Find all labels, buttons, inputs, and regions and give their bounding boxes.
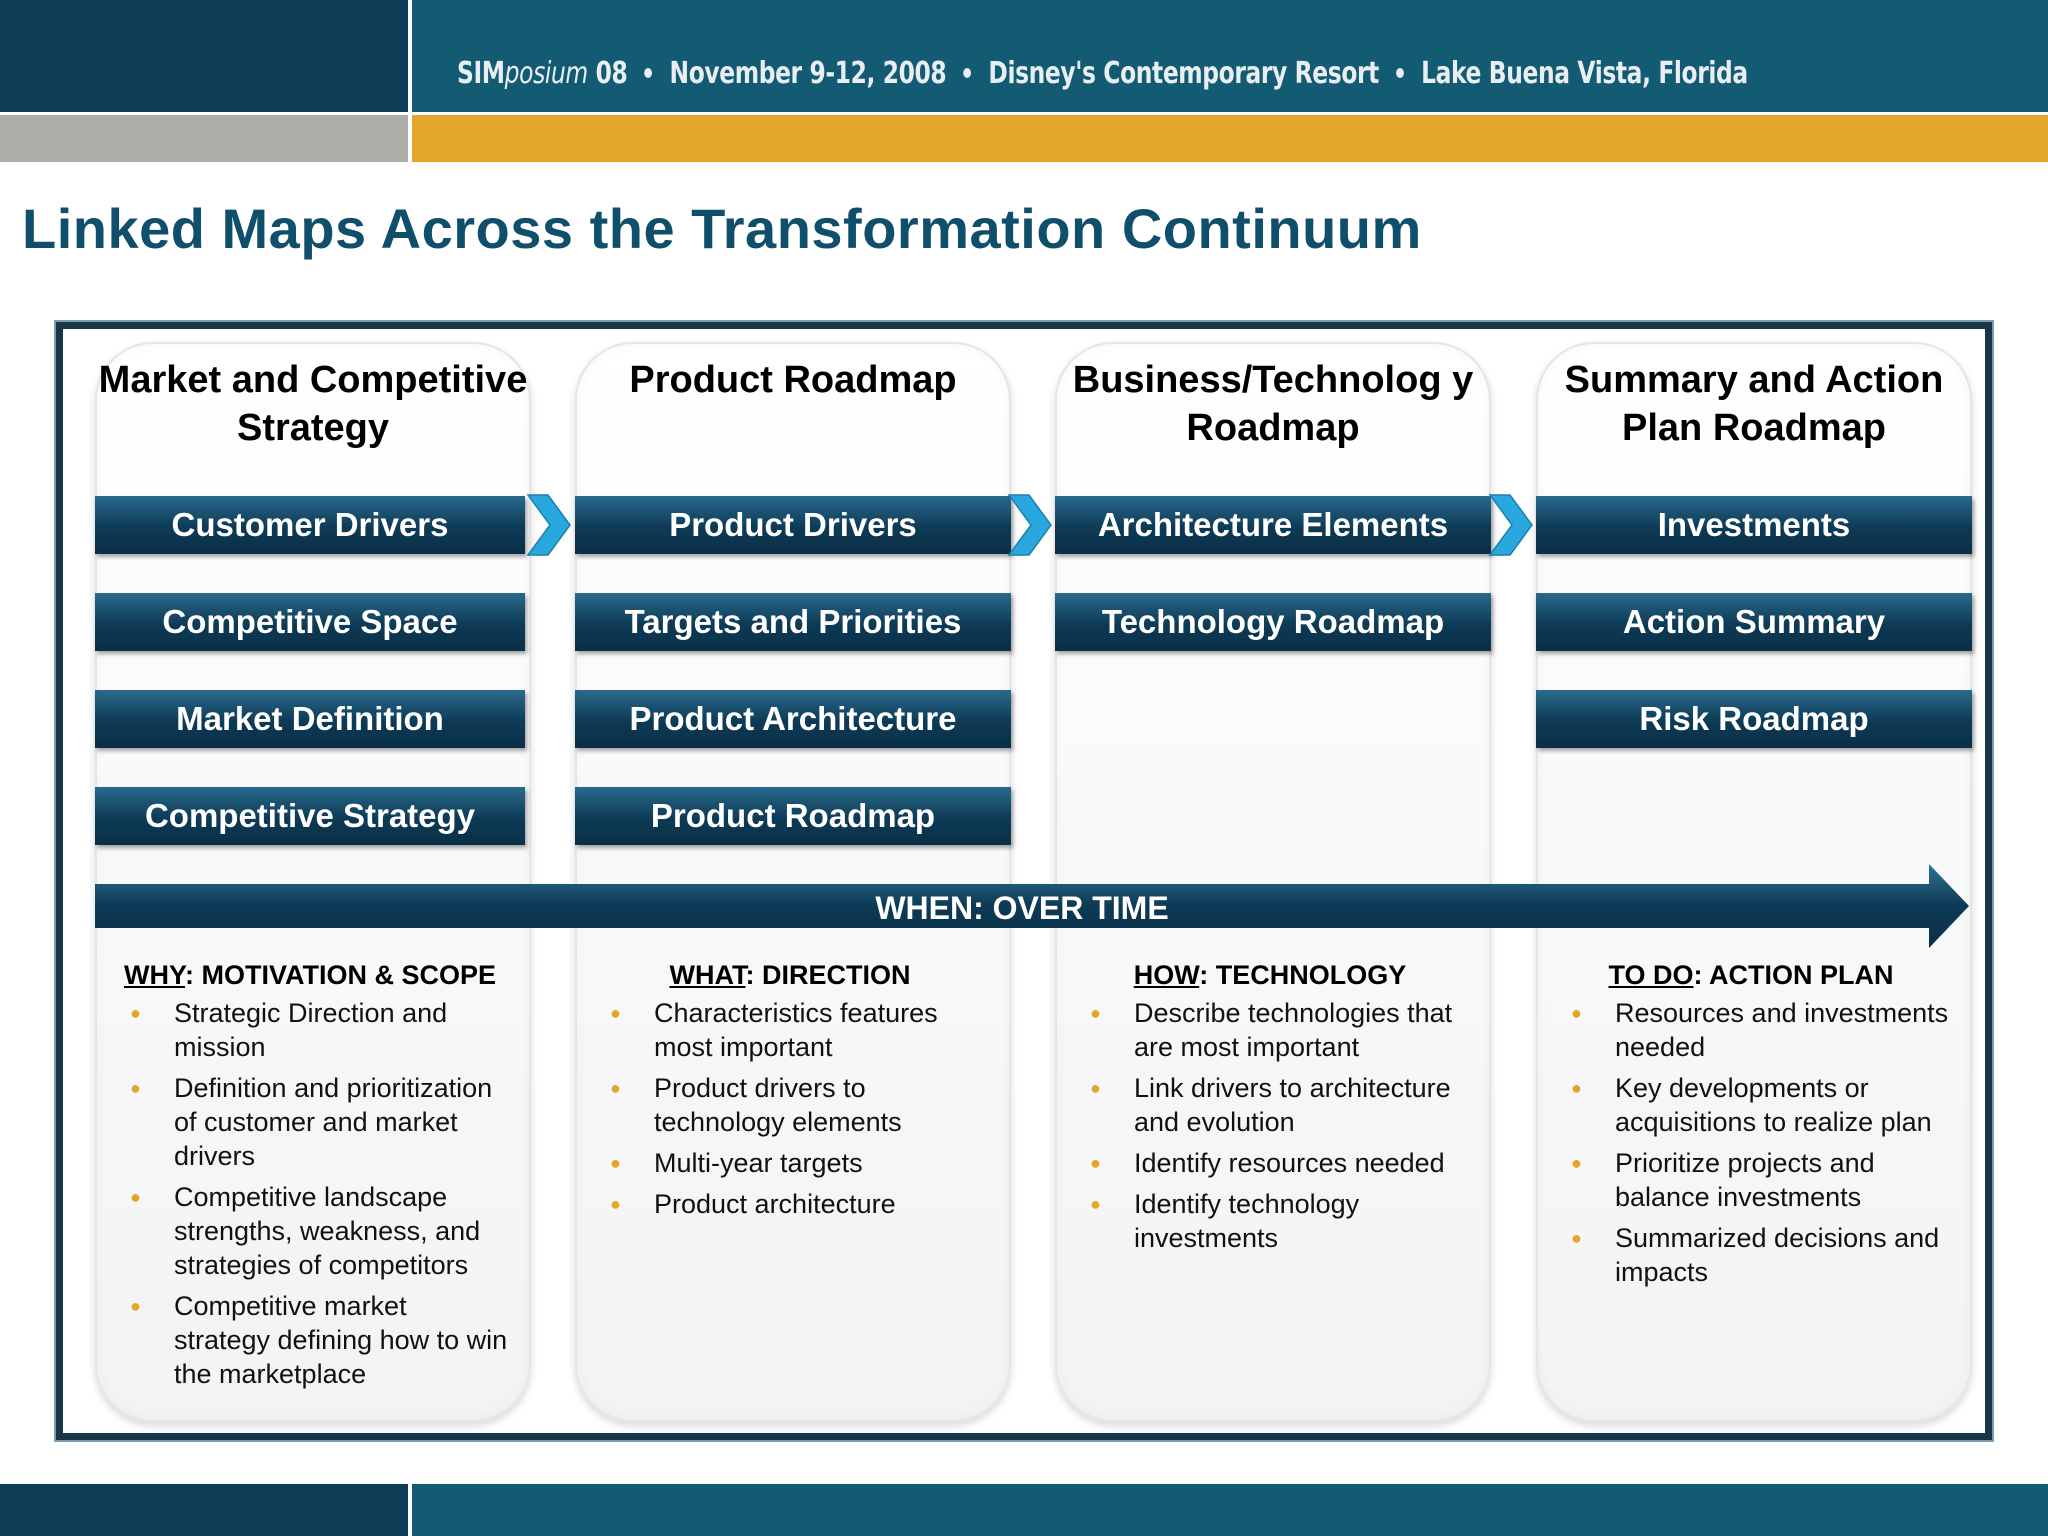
section-how (1070, 958, 1470, 1262)
section-heading (1551, 958, 1951, 992)
column-title: Business/Technolog y Roadmap (1072, 359, 1474, 449)
column-title: Summary and Action Plan Roadmap (1564, 359, 1944, 449)
bullet-icon: ● (130, 1078, 141, 1098)
box-technology-roadmap: Technology Roadmap (1055, 593, 1491, 651)
box-product-drivers: Product Drivers (575, 496, 1011, 554)
box-product-architecture: Product Architecture (575, 690, 1011, 748)
column-title: Market and Competitive Strategy (98, 359, 528, 449)
list-item (1551, 996, 1951, 1064)
box-competitive-strategy: Competitive Strategy (95, 787, 525, 845)
section-heading-key: TO DO (1608, 960, 1694, 990)
bullet-list (1070, 996, 1470, 1255)
event-venue: Disney's Contemporary Resort (988, 55, 1379, 91)
bullet-icon: ● (610, 1194, 621, 1214)
header-left-band (0, 0, 408, 114)
bullet-dot-icon (645, 68, 653, 78)
list-item (1070, 1071, 1470, 1139)
chevron-right-icon (1488, 493, 1534, 557)
list-item-text: Resources and investments needed (1615, 998, 1949, 1062)
box-risk-roadmap: Risk Roadmap (1536, 690, 1972, 748)
list-item (1551, 1146, 1951, 1214)
list-item (590, 1187, 990, 1221)
header-divider-line (0, 112, 2048, 115)
list-item (1551, 1071, 1951, 1139)
list-item (590, 1146, 990, 1180)
header-gray-strip (0, 114, 408, 162)
bullet-icon: ● (1571, 1003, 1582, 1023)
bullet-icon: ● (610, 1153, 621, 1173)
event-date: November 9-12, 2008 (669, 55, 947, 91)
list-item (590, 996, 990, 1064)
bullet-dot-icon (1396, 68, 1404, 78)
list-item (1551, 1221, 1951, 1289)
section-todo (1551, 958, 1951, 1296)
list-item-text: Competitive market strategy defining how to win the marketplace (174, 1291, 508, 1389)
box-architecture-elements: Architecture Elements (1055, 496, 1491, 554)
footer-left-band (0, 1484, 408, 1536)
bullet-dot-icon (963, 68, 971, 78)
list-item (1070, 996, 1470, 1064)
bullet-icon: ● (1090, 1153, 1101, 1173)
list-item-text: Definition and prioritization of customer and market drivers (174, 1073, 493, 1171)
list-item (110, 1289, 510, 1391)
list-item-text: Identify technology investments (1134, 1189, 1360, 1253)
section-heading (590, 958, 990, 992)
box-market-definition: Market Definition (95, 690, 525, 748)
list-item-text: Describe technologies that are most important (1134, 998, 1453, 1062)
event-brand-year: 08 (595, 55, 628, 91)
list-item-text: Competitive landscape strengths, weakness, and strategies of competitors (174, 1182, 481, 1280)
footer-right-band (412, 1484, 2048, 1536)
bullet-list (110, 996, 510, 1391)
event-brand (457, 56, 627, 91)
list-item-text: Prioritize projects and balance investments (1615, 1148, 1875, 1212)
list-item (590, 1071, 990, 1139)
list-item-text: Link drivers to architecture and evolution (1134, 1073, 1451, 1137)
bullet-list (1551, 996, 1951, 1289)
section-why (110, 958, 510, 1398)
section-heading (110, 958, 510, 992)
list-item (110, 1071, 510, 1173)
section-heading-rest: : MOTIVATION & SCOPE (184, 960, 496, 990)
header-gold-strip (412, 114, 2048, 162)
list-item (1070, 1146, 1470, 1180)
section-what (590, 958, 990, 1228)
bullet-icon: ● (130, 1003, 141, 1023)
box-competitive-space: Competitive Space (95, 593, 525, 651)
list-item (110, 1180, 510, 1282)
bullet-icon: ● (610, 1078, 621, 1098)
list-item (1070, 1187, 1470, 1255)
chevron-right-icon (1007, 493, 1053, 557)
box-customer-drivers: Customer Drivers (95, 496, 525, 554)
list-item-text: Multi-year targets (654, 1148, 863, 1178)
box-action-summary: Action Summary (1536, 593, 1972, 651)
slide-title: Linked Maps Across the Transformation Continuum (22, 197, 1422, 260)
box-targets-priorities: Targets and Priorities (575, 593, 1011, 651)
bullet-icon: ● (1571, 1153, 1582, 1173)
bullet-icon: ● (1571, 1228, 1582, 1248)
list-item-text: Summarized decisions and impacts (1615, 1223, 1940, 1287)
section-heading-rest: : DIRECTION (745, 960, 911, 990)
bullet-icon: ● (130, 1296, 141, 1316)
list-item-text: Identify resources needed (1134, 1148, 1445, 1178)
bullet-icon: ● (1090, 1078, 1101, 1098)
list-item-text: Product architecture (654, 1189, 896, 1219)
section-heading-rest: : ACTION PLAN (1693, 960, 1894, 990)
event-location: Lake Buena Vista, Florida (1421, 55, 1748, 91)
bullet-icon: ● (1090, 1003, 1101, 1023)
section-heading-key: WHY (123, 960, 185, 990)
list-item-text: Strategic Direction and mission (174, 998, 448, 1062)
column-title: Product Roadmap (629, 359, 957, 401)
list-item-text: Characteristics features most important (654, 998, 938, 1062)
chevron-right-icon (526, 493, 572, 557)
bullet-icon: ● (610, 1003, 621, 1023)
section-heading (1070, 958, 1470, 992)
event-banner (457, 48, 1748, 98)
bullet-icon: ● (1571, 1078, 1582, 1098)
timeline-label: WHEN: OVER TIME (875, 890, 1169, 926)
footer-separator (408, 1484, 412, 1536)
bullet-list (590, 996, 990, 1221)
section-heading-key: HOW (1133, 960, 1200, 990)
event-brand-italic: posium (504, 55, 588, 91)
list-item-text: Product drivers to technology elements (654, 1073, 902, 1137)
section-heading-key: WHAT (669, 960, 746, 990)
list-item (110, 996, 510, 1064)
box-product-roadmap: Product Roadmap (575, 787, 1011, 845)
list-item-text: Key developments or acquisitions to realize plan (1615, 1073, 1932, 1137)
bullet-icon: ● (1090, 1194, 1101, 1214)
section-heading-rest: : TECHNOLOGY (1199, 960, 1407, 990)
header-separator (408, 0, 412, 162)
bullet-icon: ● (130, 1187, 141, 1207)
box-investments: Investments (1536, 496, 1972, 554)
event-brand-plain: SIM (457, 55, 505, 91)
